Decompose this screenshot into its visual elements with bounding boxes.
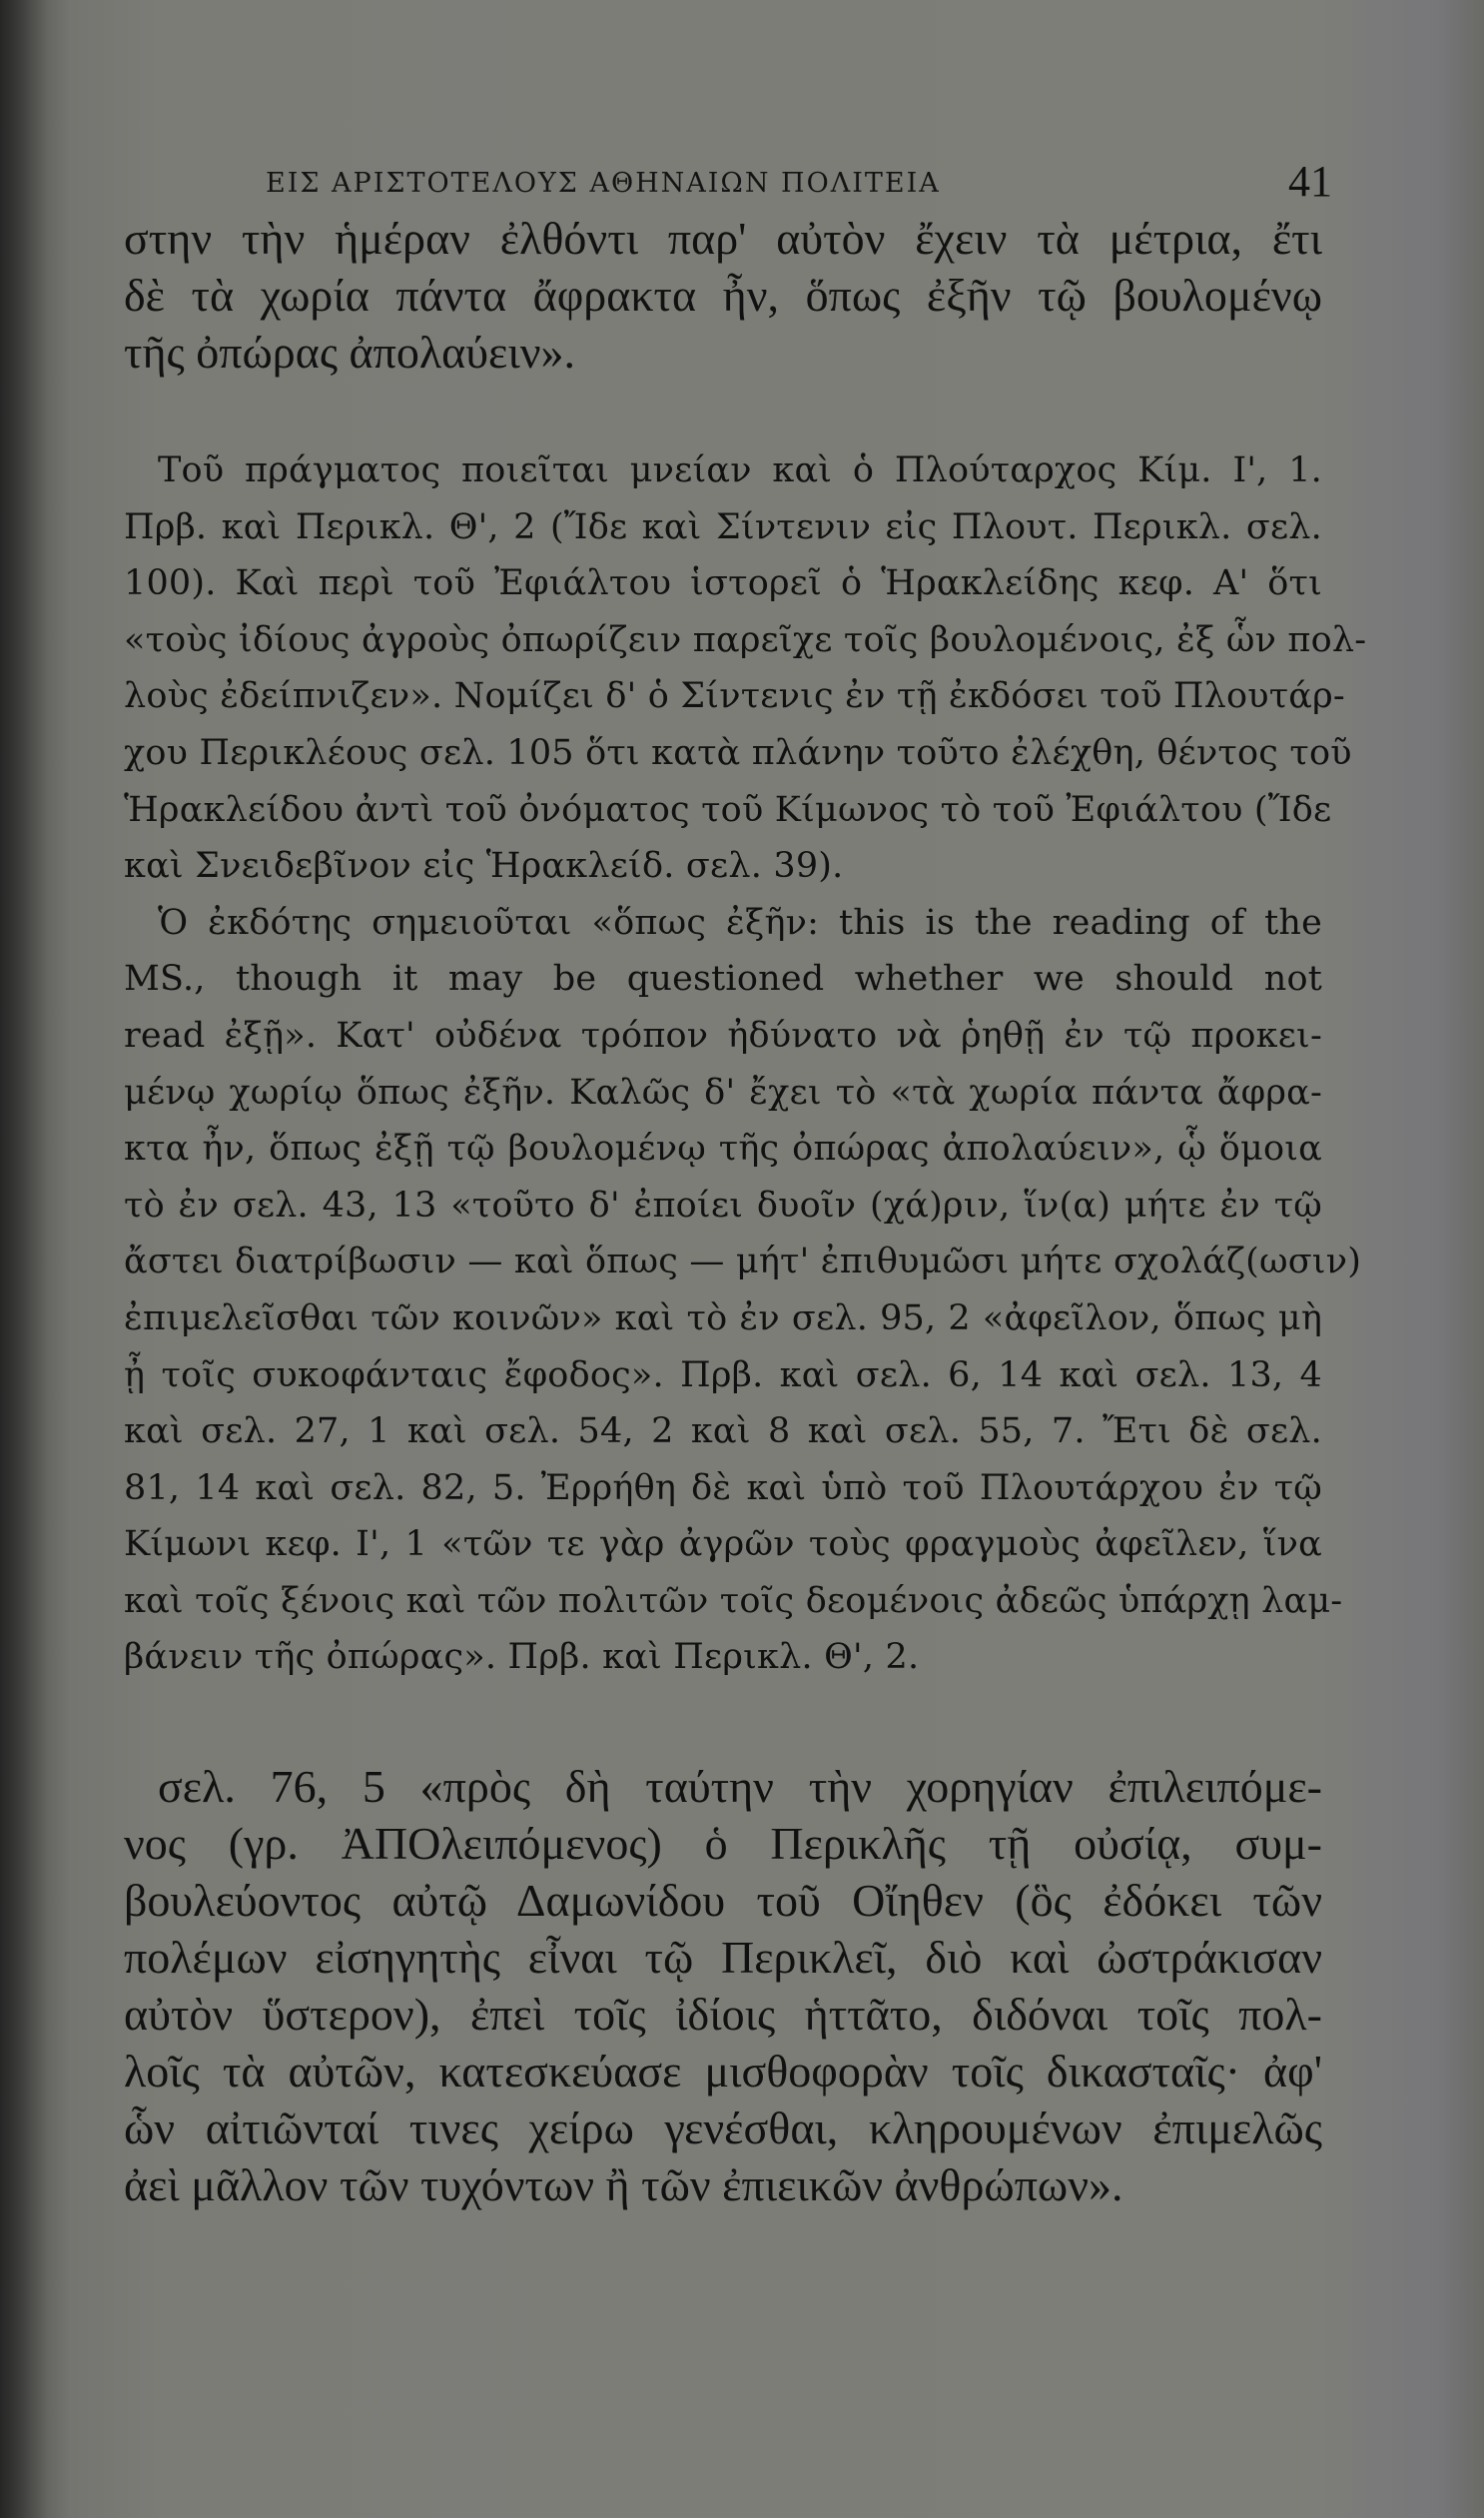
text-line: καὶ Σνειδεβῖνον εἰς Ἡρακλείδ. σελ. 39). [124,846,844,887]
text-line: MS., though it may be questioned whether we should not [124,959,1322,1000]
text-line: Ἡρακλείδου ἀντὶ τοῦ ὀνόματος τοῦ Κίμωνος τὸ τοῦ Ἐφιάλτου (Ἴδε [124,789,1332,830]
text-line: αὐτὸν ὕστερον), ἐπεὶ τοῖς ἰδίοις ἡττᾶτο, διδόναι τοῖς πολ- [124,1989,1322,2041]
text-line: Τοῦ πράγματος ποιεῖται μνείαν καὶ ὁ Πλούταρχος Κίμ. Ι', 1. [158,450,1322,490]
text-line: στην τὴν ἡμέραν ἐλθόντι παρ' αὐτὸν ἔχειν τὰ μέτρια, ἔτι [124,213,1322,264]
text-line: ὧν αἰτιῶνταί τινες χείρω γενέσθαι, κληρουμένων ἐπιμελῶς [124,2102,1322,2154]
text-line: λοὺς ἐδείπνιζεν». Νομίζει δ' ὁ Σίντενις ἐν τῇ ἐκδόσει τοῦ Πλουτάρ- [124,676,1345,717]
text-line: τῆς ὀπώρας ἀπολαύειν». [124,327,576,378]
text-line: ᾖ τοῖς συκοφάνταις ἔφοδος». Πρβ. καὶ σελ. 6, 14 καὶ σελ. 13, 4 [124,1354,1322,1395]
text-line: 100). Καὶ περὶ τοῦ Ἐφιάλτου ἱστορεῖ ὁ Ἡρακλείδης κεφ. Α' ὅτι [124,563,1322,604]
text-line: λοῖς τὰ αὐτῶν, κατεσκεύασε μισθοφορὰν τοῖς δικασταῖς· ἀφ' [124,2046,1322,2098]
text-line: νος (γρ. ἈΠΟλειπόμενος) ὁ Περικλῆς τῇ οὐσίᾳ, συμ- [124,1818,1322,1870]
text-line: τὸ ἐν σελ. 43, 13 «τοῦτο δ' ἐποίει δυοῖν (χά)ριν, ἵν(α) μήτε ἐν τῷ [124,1185,1322,1226]
page-number: 41 [1288,157,1332,206]
text-line: βάνειν τῆς ὀπώρας». Πρβ. καὶ Περικλ. Θ', 2. [124,1637,920,1678]
text-line: ἄστει διατρίβωσιν — καὶ ὅπως — μήτ' ἐπιθυμῶσι μήτε σχολάζ(ωσιν) [124,1242,1362,1282]
paragraph-gap [124,1686,1322,1758]
text-block [124,150,1367,2213]
text-line: ἐπιμελεῖσθαι τῶν κοινῶν» καὶ τὸ ἐν σελ. 95, 2 «ἀφεῖλον, ὅπως μὴ [124,1297,1322,1338]
paragraph-quote-continuation [124,210,1322,381]
text-line: πολέμων εἰσηγητὴς εἶναι τῷ Περικλεῖ, διὸ καὶ ὠστράκισαν [124,1932,1322,1984]
text-line: καὶ σελ. 27, 1 καὶ σελ. 54, 2 καὶ 8 καὶ σελ. 55, 7. Ἔτι δὲ σελ. [124,1411,1322,1452]
text-line: read ἐξῇ». Κατ' οὐδένα τρόπον ἠδύνατο νὰ ῥηθῇ ἐν τῷ προκει- [124,1015,1322,1056]
running-head [124,150,1332,210]
text-line: χου Περικλέους σελ. 105 ὅτι κατὰ πλάνην τοῦτο ἐλέχθη, θέντος τοῦ [124,732,1352,773]
text-line: Κίμωνι κεφ. Ι', 1 «τῶν τε γὰρ ἀγρῶν τοὺς φραγμοὺς ἀφεῖλεν, ἵνα [124,1524,1322,1565]
text-line: κτα ἦν, ὅπως ἐξῇ τῷ βουλομένῳ τῆς ὀπώρας ἀπολαύειν», ᾧ ὅμοια [124,1129,1322,1170]
paragraph-quote [124,1758,1322,2213]
text-line: Πρβ. καὶ Περικλ. Θ', 2 (Ἴδε καὶ Σίντενιν εἰς Πλουτ. Περικλ. σελ. [124,506,1322,547]
text-line: 81, 14 καὶ σελ. 82, 5. Ἐρρήθη δὲ καὶ ὑπὸ τοῦ Πλουτάρχου ἐν τῷ [124,1467,1322,1508]
text-line: βουλεύοντος αὐτῷ Δαμωνίδου τοῦ Οἴηθεν (ὃς ἐδόκει τῶν [124,1875,1322,1927]
paragraph-gap [124,381,1322,442]
paragraph-commentary [124,442,1367,1686]
text-line: Ὁ ἐκδότης σημειοῦται «ὅπως ἐξῆν: this is the reading of the [158,902,1322,943]
text-line: καὶ τοῖς ξένοις καὶ τῶν πολιτῶν τοῖς δεομένοις ἀδεῶς ὑπάρχῃ λαμ- [124,1580,1343,1621]
text-line: «τοὺς ἰδίους ἀγροὺς ὀπωρίζειν παρεῖχε τοῖς βουλομένοις, ἐξ ὧν πολ- [124,619,1367,660]
text-line: ἀεὶ μᾶλλον τῶν τυχόντων ἢ τῶν ἐπιεικῶν ἀνθρώπων». [124,2159,1123,2211]
running-title: ΕΙΣ ΑΡΙΣΤΟΤΕΛΟΥΣ ΑΘΗΝΑΙΩΝ ΠΟΛΙΤΕΙΑ [266,168,941,199]
text-line: μένῳ χωρίῳ ὅπως ἐξῆν. Καλῶς δ' ἔχει τὸ «τὰ χωρία πάντα ἄφρα- [124,1072,1322,1113]
text-line: σελ. 76, 5 «πρὸς δὴ ταύτην τὴν χορηγίαν ἐπιλειπόμε- [158,1761,1322,1813]
text-line: δὲ τὰ χωρία πάντα ἄφρακτα ἦν, ὅπως ἐξῆν τῷ βουλομένῳ [124,270,1322,321]
spine-shadow [0,0,48,2518]
